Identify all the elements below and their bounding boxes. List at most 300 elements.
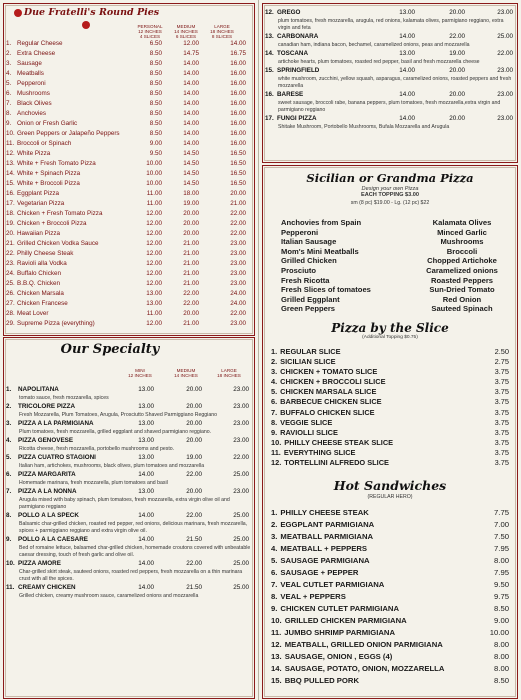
pie-price: 24.00	[230, 300, 246, 307]
pie-number: 5.	[6, 80, 12, 87]
pie-price: 8.50	[149, 130, 162, 137]
specialty-item	[265, 114, 517, 131]
pie-name: Regular Cheese	[17, 40, 63, 47]
size-header	[168, 368, 204, 378]
pie-price: 23.00	[230, 240, 246, 247]
pie-number: 9.	[6, 120, 12, 127]
pie-price: 22.00	[183, 300, 199, 307]
specialty-number: 15.	[265, 67, 274, 74]
specialty-name: PIZZA CUATRO STAGIONI	[18, 454, 96, 461]
sandwich-row	[271, 567, 519, 579]
pie-name: Onion or Fresh Garlic	[17, 120, 78, 127]
slice-price: 3.75	[494, 427, 509, 437]
pie-number: 25.	[6, 280, 15, 287]
specialty-item	[265, 90, 517, 114]
sandwich-price: 8.00	[494, 652, 509, 661]
pie-name: Meatballs	[17, 70, 44, 77]
slice-name: VEGGIE SLICE	[280, 417, 333, 427]
slice-row	[271, 408, 519, 418]
pie-price: 11.00	[146, 200, 162, 207]
pie-name: Mushrooms	[17, 90, 50, 97]
sandwich-name: MEATBALL PARMIGIANA	[280, 532, 374, 541]
sandwich-price: 7.00	[494, 520, 509, 529]
sandwich-row	[271, 531, 519, 543]
topping-item: Sauteed Spinach	[431, 304, 493, 314]
pie-price: 23.00	[230, 270, 246, 277]
sicilian-title: Sicilian or Grandma Pizza	[306, 171, 474, 185]
pie-price: 21.00	[183, 320, 199, 327]
slice-number: 9.	[271, 427, 278, 437]
slice-price: 3.75	[494, 417, 509, 427]
pie-row	[6, 139, 251, 149]
pie-price: 10.00	[146, 180, 162, 187]
slice-row	[271, 448, 519, 458]
pie-price: 8.50	[149, 50, 162, 57]
size-header	[168, 24, 204, 39]
pie-price: 20.00	[183, 210, 199, 217]
specialty-item	[6, 583, 251, 600]
specialty-description: Fresh Mozzarella, Plum Tomatoes, Arugula, Prosciutto Shaved Parmiggiano Reggiano	[19, 412, 217, 418]
slice-price: 3.75	[494, 377, 509, 387]
sandwich-price: 7.75	[494, 508, 509, 517]
pie-price: 12.00	[183, 40, 199, 47]
specialty-price: 23.00	[233, 437, 249, 444]
pie-name: White + Broccoli Pizza	[17, 180, 80, 187]
specialty-price: 23.00	[233, 488, 249, 495]
specialty-price: 25.00	[233, 536, 249, 543]
pie-name: White + Spinach Pizza	[17, 170, 81, 177]
size-header-label: MEDIUM	[176, 24, 196, 29]
pie-price: 14.00	[183, 120, 199, 127]
pie-row	[6, 259, 251, 269]
slice-price: 3.75	[494, 447, 509, 457]
pie-number: 27.	[6, 300, 15, 307]
specialty-number: 2.	[6, 403, 12, 410]
pie-row	[6, 219, 251, 229]
pie-row	[6, 169, 251, 179]
pie-price: 21.00	[230, 200, 246, 207]
slice-list	[271, 347, 519, 468]
pie-number: 26.	[6, 290, 15, 297]
topping-item: Prosciuto	[281, 265, 317, 275]
pie-row	[6, 199, 251, 209]
specialty-description: tomato sauce, fresh mozzarella, spices	[19, 395, 109, 401]
specialty-number: 7.	[6, 488, 12, 495]
pie-number: 4.	[6, 70, 12, 77]
pie-row	[6, 179, 251, 189]
pie-name: Ravioli alla Vodka	[17, 260, 67, 267]
pie-price: 14.00	[183, 110, 199, 117]
pie-price: 14.75	[183, 50, 199, 57]
specialty-description: white mushroom, zucchini, yellow squash, asparagus, caramelized onions, roasted peppers and fresh mozzarella	[278, 76, 512, 89]
specialty-price: 14.00	[138, 536, 154, 543]
pie-row	[6, 269, 251, 279]
specialty-price: 22.00	[186, 512, 202, 519]
specialty-price: 14.00	[399, 33, 415, 40]
pie-price: 13.00	[146, 300, 162, 307]
slice-row	[271, 377, 519, 387]
specialty-number: 1.	[6, 386, 12, 393]
specialty-description: Shitake Mushroom, Portobello Mushrooms, Bufala Mozzarella and Arugula	[278, 124, 450, 130]
size-header-label: LARGE	[221, 368, 237, 373]
sandwich-price: 7.95	[494, 568, 509, 577]
pie-price: 16.50	[230, 170, 246, 177]
sandwich-number: 10.	[271, 616, 282, 625]
sandwich-row	[271, 519, 519, 531]
pie-number: 19.	[6, 220, 15, 227]
slice-name: CHICKEN MARSALA SLICE	[280, 387, 377, 397]
specialty-number: 9.	[6, 536, 12, 543]
specialty-list	[6, 385, 251, 600]
size-header-sub: 18 INCHES	[217, 373, 241, 378]
specialty-name: FUNGI PIZZA	[277, 115, 317, 122]
pie-price: 14.00	[183, 140, 199, 147]
specialty-price: 25.00	[233, 584, 249, 591]
specialty-price: 14.00	[138, 471, 154, 478]
pie-name: Sausage	[17, 60, 42, 67]
pie-price: 16.00	[230, 70, 246, 77]
pie-row	[6, 129, 251, 139]
slice-price: 3.75	[494, 458, 509, 468]
specialty-price: 13.00	[138, 454, 154, 461]
sandwich-row	[271, 639, 519, 651]
sandwich-price: 7.95	[494, 544, 509, 553]
sandwich-number: 6.	[271, 568, 278, 577]
slice-name: EVERYTHING SLICE	[283, 447, 356, 457]
specialty-name: POLLO A LA CAESARE	[18, 536, 88, 543]
size-header-sub: 12 INCHES	[138, 29, 162, 34]
slice-price: 3.75	[494, 437, 509, 447]
specialty-price: 25.00	[233, 471, 249, 478]
specialty-description: canadian ham, indiana bacon, bechamel, caramelized onions, peas and mozzarella	[278, 42, 470, 48]
pie-price: 14.00	[183, 100, 199, 107]
sandwich-number: 8.	[271, 592, 278, 601]
specialty-item	[6, 453, 251, 470]
specialty-description: Arugula mixed with baby spinach, plum tomatoes, fresh mozzarella, extra virgin olive oil and parmigiano reggiano	[19, 497, 230, 510]
sandwich-price: 8.00	[494, 556, 509, 565]
specialty-price: 22.00	[449, 33, 465, 40]
pie-price: 16.75	[230, 50, 246, 57]
specialty-price: 20.00	[186, 420, 202, 427]
pie-name: Green Peppers or Jalapeño Peppers	[17, 130, 120, 137]
left-column	[0, 0, 259, 700]
sandwich-price: 9.75	[494, 592, 509, 601]
pie-name: Supreme Pizza (everything)	[17, 320, 95, 327]
pie-number: 13.	[6, 160, 15, 167]
pie-name: Buffalo Chicken	[17, 270, 61, 277]
pie-price: 14.00	[230, 40, 246, 47]
specialty-description: Plum tomatoes, fresh mozzarella, grilled eggplant and shaved parmigiano reggiano.	[19, 429, 212, 435]
slice-row	[271, 438, 519, 448]
slice-name: TORTELLINI ALFREDO SLICE	[284, 458, 389, 468]
sandwich-number: 4.	[271, 544, 278, 553]
pie-number: 20.	[6, 230, 15, 237]
size-header-slices: 6 SLICES	[175, 34, 197, 39]
round-pies-title-text: Due Fratelli's Round Pies	[23, 7, 160, 18]
slice-row	[271, 458, 519, 468]
tomato-icon	[82, 21, 90, 29]
pie-number: 7.	[6, 100, 12, 107]
sandwich-price: 8.00	[494, 664, 509, 673]
slice-price: 3.75	[494, 387, 509, 397]
topping-item: Mom's Mini Meatballs	[281, 246, 359, 256]
pie-number: 21.	[6, 240, 15, 247]
size-header	[204, 24, 240, 39]
pie-price: 21.00	[183, 280, 199, 287]
slice-number: 11.	[271, 447, 281, 457]
size-header-label: PERSONAL	[137, 24, 163, 29]
specialty-row	[265, 90, 517, 100]
pie-number: 14.	[6, 170, 15, 177]
pie-price: 13.00	[146, 290, 162, 297]
specialty-row	[6, 535, 251, 545]
pie-name: Anchovies	[17, 110, 47, 117]
specialty-price: 14.00	[399, 67, 415, 74]
pie-price: 20.00	[230, 190, 246, 197]
pie-number: 11.	[6, 140, 15, 147]
specialty-name: GREGO	[277, 9, 301, 16]
specialty-row	[6, 470, 251, 480]
pie-name: Chicken Francese	[17, 300, 68, 307]
pie-row	[6, 249, 251, 259]
pie-name: B.B.Q. Chicken	[17, 280, 61, 287]
specialty-item	[6, 385, 251, 402]
specialty-item	[6, 470, 251, 487]
specialty-item	[265, 32, 517, 49]
pie-row	[6, 159, 251, 169]
pie-number: 22.	[6, 250, 15, 257]
pie-row	[6, 119, 251, 129]
sicilian-sizes: sm (8 pc) $19.00 - Lg. (12 pc) $22	[350, 200, 430, 206]
pie-name: Chicken Marsala	[17, 290, 64, 297]
sandwich-name: SAUSAGE + PEPPER	[280, 568, 359, 577]
specialty-name: NAPOLITANA	[18, 386, 59, 393]
size-header-sub: 18 INCHES	[210, 29, 234, 34]
specialty-name: PIZZA A LA NONNA	[18, 488, 77, 495]
size-header-slices: 8 SLICES	[211, 34, 233, 39]
specialty-price: 13.00	[138, 488, 154, 495]
slice-subtitle: (Additional Topping $0.75)	[362, 335, 418, 340]
size-header-slices: 4 SLICES	[139, 34, 161, 39]
pie-price: 9.00	[149, 140, 162, 147]
specialty-description: Grilled chicken, creamy mushroom sauce, caramelized onions and mozzarella	[19, 593, 199, 599]
pie-price: 20.00	[183, 310, 199, 317]
pie-row	[6, 49, 251, 59]
specialty-item	[6, 559, 251, 583]
pie-price: 20.00	[183, 230, 199, 237]
sicilian-design-own: Design your own Pizza	[361, 186, 419, 192]
pie-name: Meat Lover	[17, 310, 49, 317]
pie-price: 16.00	[230, 90, 246, 97]
pie-price: 12.00	[146, 280, 162, 287]
specialty-name: CARBONARA	[277, 33, 319, 40]
sandwich-row	[271, 579, 519, 591]
specialty-row	[6, 487, 251, 497]
sandwich-row	[271, 555, 519, 567]
pie-number: 16.	[6, 190, 15, 197]
slice-price: 3.75	[494, 397, 509, 407]
specialty-price: 25.00	[497, 33, 513, 40]
size-header-sub: 14 INCHES	[174, 29, 198, 34]
pie-row	[6, 239, 251, 249]
size-header-label: LARGE	[214, 24, 230, 29]
specialty-price: 13.00	[138, 420, 154, 427]
specialty-description: Char-grilled skirt steak, sauteed onions, roasted red peppers, fresh mozzarella on a thin marinara crust with all the spices.	[19, 569, 243, 582]
specialty-row	[6, 419, 251, 429]
sandwich-row	[271, 543, 519, 555]
pie-price: 6.50	[149, 40, 162, 47]
pie-price: 21.00	[183, 240, 199, 247]
specialty-name: SPRINGFIELD	[277, 67, 320, 74]
pie-name: Hawaiian Pizza	[17, 230, 61, 237]
pie-price: 12.00	[146, 250, 162, 257]
specialty-price: 14.00	[138, 512, 154, 519]
pie-number: 23.	[6, 260, 15, 267]
specialty-price: 20.00	[186, 403, 202, 410]
slice-number: 12.	[271, 458, 282, 468]
specialty-number: 8.	[6, 512, 12, 519]
specialty-number: 3.	[6, 420, 12, 427]
specialty-item	[6, 419, 251, 436]
slice-row	[271, 428, 519, 438]
pie-row	[6, 189, 251, 199]
slice-name: CHICKEN + TOMATO SLICE	[280, 367, 378, 377]
specialty-name: POLLO A LA SPECK	[18, 512, 79, 519]
specialty-price: 20.00	[186, 437, 202, 444]
specialty-number: 17.	[265, 115, 274, 122]
specialty-item	[6, 511, 251, 535]
sandwich-price: 10.00	[489, 628, 509, 637]
size-header-sub: 14 INCHES	[174, 373, 198, 378]
pie-row	[6, 309, 251, 319]
specialty-description: plum tomatoes, fresh mozzarella, arugula, red onions, kalamata olives, parmigiano reggiano, extra virgin and feta	[278, 18, 504, 31]
pie-price: 19.00	[183, 200, 199, 207]
pie-price: 8.50	[149, 80, 162, 87]
topping-item: Chopped Artichoke	[427, 256, 497, 266]
sandwich-name: VEAL + PEPPERS	[280, 592, 346, 601]
pie-price: 14.00	[183, 80, 199, 87]
specialty-row	[6, 453, 251, 463]
specialty-number: 5.	[6, 454, 12, 461]
specialty-price: 21.50	[186, 584, 202, 591]
topping-item: Minced Garlic	[437, 227, 487, 237]
slice-row	[271, 387, 519, 397]
specialty-price: 13.00	[399, 9, 415, 16]
pie-price: 14.50	[183, 170, 199, 177]
topping-item: Mushrooms	[440, 237, 484, 247]
pie-number: 1.	[6, 40, 12, 47]
slice-number: 3.	[271, 367, 278, 377]
sandwich-name: BBQ PULLED PORK	[284, 676, 360, 685]
sandwich-price: 9.00	[494, 616, 509, 625]
specialty-price: 20.00	[186, 488, 202, 495]
sandwich-row	[271, 591, 519, 603]
specialty-number: 14.	[265, 50, 274, 57]
specialty-price: 14.00	[399, 91, 415, 98]
specialty-price: 21.50	[186, 536, 202, 543]
specialty-number: 13.	[265, 33, 274, 40]
specialty-number: 6.	[6, 471, 12, 478]
sandwich-number: 5.	[271, 556, 278, 565]
slice-row	[271, 357, 519, 367]
specialty-number: 11.	[6, 584, 15, 591]
pie-name: Black Olives	[17, 100, 52, 107]
pie-price: 16.00	[230, 130, 246, 137]
specialty-price: 23.00	[497, 9, 513, 16]
topping-item: Red Onion	[442, 294, 482, 304]
specialty-price: 20.00	[449, 115, 465, 122]
specialty-row	[265, 8, 517, 18]
pie-price: 10.00	[146, 170, 162, 177]
pie-price: 8.50	[149, 70, 162, 77]
specialty-description: Bed of romaine lettuce, balsamed char-grilled chicken, homemade croutons covered with unbeatable caesar dressing, touch of fresh garlic and olive oil.	[19, 545, 251, 558]
specialty-name: PIZZA AMORE	[18, 560, 61, 567]
sandwich-number: 14.	[271, 664, 282, 673]
topping-item: Broccoli	[446, 246, 478, 256]
slice-number: 10.	[271, 437, 282, 447]
pie-price: 23.00	[230, 280, 246, 287]
specialty-price: 23.00	[497, 91, 513, 98]
sicilian-toppings-left	[281, 218, 401, 314]
specialty-row	[6, 583, 251, 593]
sandwich-price: 8.50	[494, 604, 509, 613]
specialty-name: PIZZA GENOVESE	[18, 437, 74, 444]
specialty-description: sweet sausage, broccoli rabe, banana peppers, plum tomatoes, fresh mozzarella,extra virgin and parmigiano reggiano	[278, 100, 501, 113]
slice-title: Pizza by the Slice	[331, 321, 449, 335]
pie-price: 12.00	[146, 240, 162, 247]
specialty-price: 22.00	[186, 471, 202, 478]
sandwich-row	[271, 663, 519, 675]
pie-name: Philly Cheese Steak	[17, 250, 74, 257]
pie-price: 12.00	[146, 260, 162, 267]
sandwich-name: VEAL CUTLET PARMIGIANA	[280, 580, 385, 589]
specialty-price: 19.00	[449, 50, 465, 57]
sandwich-row	[271, 675, 519, 687]
specialty-price: 23.00	[497, 115, 513, 122]
pie-row	[6, 99, 251, 109]
slice-row	[271, 367, 519, 377]
specialty-price: 20.00	[186, 386, 202, 393]
pie-price: 8.50	[149, 60, 162, 67]
sandwich-number: 9.	[271, 604, 278, 613]
pie-name: Grilled Chicken Vodka Sauce	[17, 240, 99, 247]
sandwich-price: 8.50	[494, 676, 509, 685]
specialty-row	[6, 436, 251, 446]
topping-item: Caramelized onions	[426, 265, 498, 275]
slice-price: 3.75	[494, 367, 509, 377]
pie-price: 12.00	[146, 230, 162, 237]
specialty-row	[265, 66, 517, 76]
sandwich-price: 8.00	[494, 640, 509, 649]
sandwich-name: SAUSAGE, POTATO, ONION, MOZZARELLA	[284, 664, 445, 673]
specialty-price: 22.00	[186, 560, 202, 567]
topping-item: Pepperoni	[281, 227, 319, 237]
size-header-label: MEDIUM	[176, 368, 196, 373]
pie-price: 22.00	[230, 310, 246, 317]
pie-name: Eggplant Pizza	[17, 190, 60, 197]
specialty-row	[6, 385, 251, 395]
specialty-price: 14.00	[399, 115, 415, 122]
pie-row	[6, 319, 251, 329]
sandwich-price: 7.50	[494, 532, 509, 541]
pie-name: Broccoli or Spinach	[17, 140, 72, 147]
topping-item: Fresh Slices of tomatoes	[281, 285, 371, 295]
pie-price: 12.00	[146, 320, 162, 327]
pie-price: 22.00	[230, 220, 246, 227]
topping-item: Grilled Chicken	[281, 256, 337, 266]
sandwiches-subtitle: (REGULAR HERO)	[367, 494, 413, 500]
specialty-item	[265, 8, 517, 32]
